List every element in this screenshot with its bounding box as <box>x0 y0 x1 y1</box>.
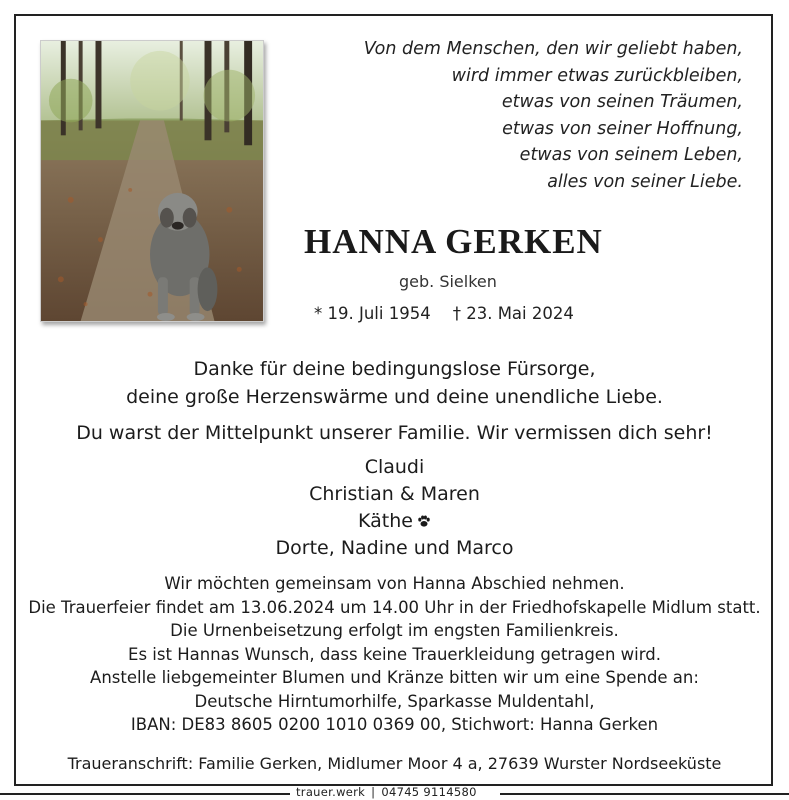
address-line: Traueranschrift: Familie Gerken, Midlumer Moor 4 a, 27639 Wurster Nordseeküste <box>67 754 722 773</box>
life-dates <box>314 304 574 323</box>
family-signatures <box>24 454 765 562</box>
quote-line: etwas von seinen Träumen, <box>501 92 743 112</box>
center-statement <box>24 419 765 447</box>
footer-rule-left <box>0 793 290 795</box>
info-line: Die Urnenbeisetzung erfolgt im engsten Familienkreis. <box>170 621 619 640</box>
mourning-address <box>24 753 765 775</box>
quote-line: etwas von seinem Leben, <box>519 145 743 165</box>
birth-date: * 19. Juli 1954 <box>314 304 431 323</box>
footer-rule-right <box>500 793 789 795</box>
footer-separator: | <box>371 785 376 799</box>
memorial-quote <box>323 36 743 195</box>
footer-phone: 04745 9114580 <box>381 785 477 799</box>
statement-line: Du warst der Mittelpunkt unserer Familie. Wir vermissen dich sehr! <box>76 422 713 444</box>
info-line: IBAN: DE83 8605 0200 1010 0369 00, Stichwort: Hanna Gerken <box>130 715 659 734</box>
footer-site: trauer.werk <box>296 785 366 799</box>
thanks-line: deine große Herzenswärme und deine unendliche Liebe. <box>126 386 663 408</box>
funeral-info <box>24 572 765 737</box>
quote-line: Von dem Menschen, den wir geliebt haben, <box>363 39 743 59</box>
deceased-name: HANNA GERKEN <box>304 222 603 261</box>
quote-line: wird immer etwas zurückbleiben, <box>451 65 743 86</box>
birth-name: geb. Sielken <box>399 272 497 291</box>
info-line: Wir möchten gemeinsam von Hanna Abschied nehmen. <box>164 574 625 593</box>
death-date: † 23. Mai 2024 <box>452 304 574 323</box>
family-member-with-paw <box>24 508 765 535</box>
thanks-line: Danke für deine bedingungslose Fürsorge, <box>193 358 596 380</box>
footer <box>0 787 789 800</box>
family-member: Christian & Maren <box>309 483 480 505</box>
dog-photo <box>40 40 264 322</box>
family-member: Claudi <box>364 456 425 478</box>
info-line: Es ist Hannas Wunsch, dass keine Trauerkleidung getragen wird. <box>128 644 661 664</box>
info-line: Deutsche Hirntumorhilfe, Sparkasse Muldentahl, <box>194 691 595 711</box>
paw-icon <box>417 514 431 528</box>
quote-line: etwas von seiner Hoffnung, <box>502 118 743 139</box>
family-member: Dorte, Nadine und Marco <box>275 537 514 559</box>
thanks-text <box>24 355 765 411</box>
info-line: Die Trauerfeier findet am 13.06.2024 um 14.00 Uhr in der Friedhofskapelle Midlum statt. <box>28 597 761 617</box>
dog-on-forest-path-image <box>41 41 263 321</box>
quote-line: alles von seiner Liebe. <box>547 171 743 192</box>
info-line: Anstelle liebgemeinter Blumen und Kränze bitten wir um eine Spende an: <box>90 668 699 687</box>
footer-text <box>296 785 477 799</box>
family-member: Käthe <box>358 510 413 532</box>
